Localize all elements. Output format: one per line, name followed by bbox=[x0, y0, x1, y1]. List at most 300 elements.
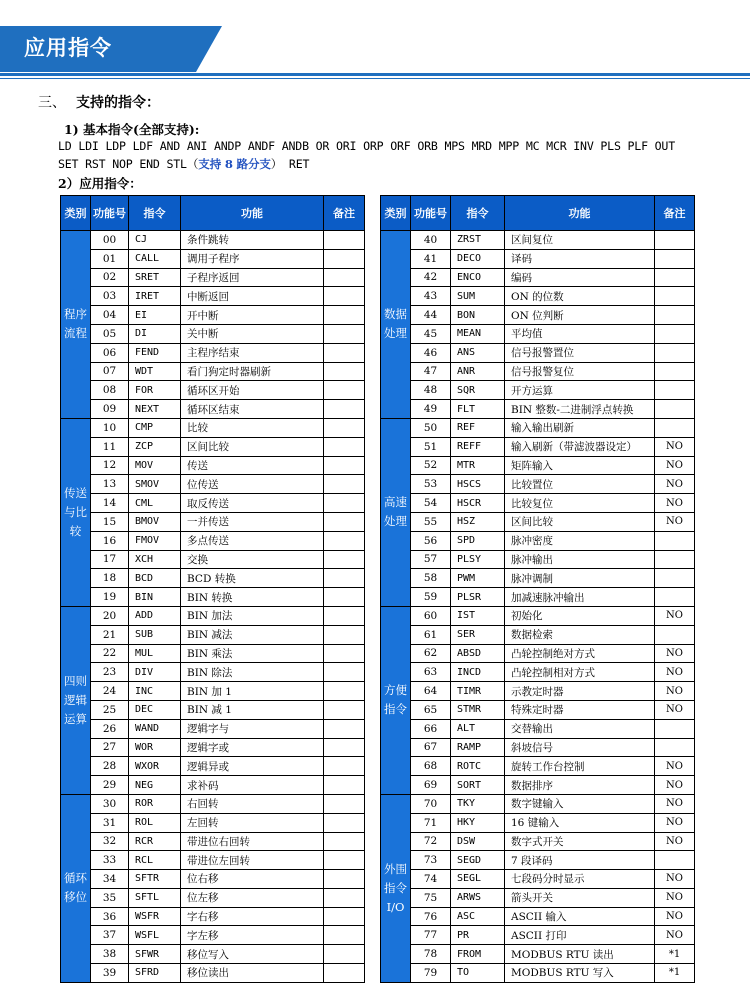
instruction-code-cell: ROL bbox=[129, 813, 181, 832]
func-number-cell: 79 bbox=[411, 964, 451, 983]
func-number-cell: 78 bbox=[411, 945, 451, 964]
func-number-cell: 62 bbox=[411, 644, 451, 663]
note-cell bbox=[324, 738, 365, 757]
func-number-cell: 77 bbox=[411, 926, 451, 945]
instruction-code-cell: EI bbox=[129, 306, 181, 325]
note-cell bbox=[655, 531, 695, 550]
function-desc-cell: 求补码 bbox=[181, 776, 324, 795]
page-title: 应用指令 bbox=[24, 36, 112, 60]
header-category: 类别 bbox=[381, 196, 411, 231]
function-desc-cell: 主程序结束 bbox=[181, 343, 324, 362]
section-number: 三、 bbox=[38, 95, 66, 111]
table-row bbox=[381, 588, 695, 607]
instruction-code-cell: CMP bbox=[129, 418, 181, 437]
func-number-cell: 30 bbox=[91, 794, 129, 813]
function-desc-cell: 开方运算 bbox=[505, 381, 655, 400]
func-number-cell: 64 bbox=[411, 682, 451, 701]
note-cell: NO bbox=[655, 475, 695, 494]
func-number-cell: 53 bbox=[411, 475, 451, 494]
function-desc-cell: ON 的位数 bbox=[505, 287, 655, 306]
func-number-cell: 09 bbox=[91, 400, 129, 419]
note-cell bbox=[655, 287, 695, 306]
table-row bbox=[381, 682, 695, 701]
function-desc-cell: 凸轮控制相对方式 bbox=[505, 663, 655, 682]
instruction-code-cell: ZCP bbox=[129, 437, 181, 456]
func-number-cell: 28 bbox=[91, 757, 129, 776]
instruction-code-cell: WDT bbox=[129, 362, 181, 381]
function-desc-cell: BIN 除法 bbox=[181, 663, 324, 682]
function-desc-cell: 数据排序 bbox=[505, 776, 655, 795]
table-row bbox=[381, 381, 695, 400]
func-number-cell: 38 bbox=[91, 945, 129, 964]
instruction-code-cell: PWM bbox=[451, 569, 505, 588]
note-cell: NO bbox=[655, 888, 695, 907]
table-row bbox=[381, 437, 695, 456]
func-number-cell: 29 bbox=[91, 776, 129, 795]
function-desc-cell: 逻辑字或 bbox=[181, 738, 324, 757]
instruction-code-cell: SEGD bbox=[451, 851, 505, 870]
function-desc-cell: 比较置位 bbox=[505, 475, 655, 494]
note-cell: NO bbox=[655, 794, 695, 813]
instruction-code-cell: DIV bbox=[129, 663, 181, 682]
table-row bbox=[61, 306, 365, 325]
func-number-cell: 72 bbox=[411, 832, 451, 851]
table-row bbox=[381, 738, 695, 757]
func-number-cell: 12 bbox=[91, 456, 129, 475]
func-number-cell: 27 bbox=[91, 738, 129, 757]
function-desc-cell: 位左移 bbox=[181, 888, 324, 907]
func-number-cell: 35 bbox=[91, 888, 129, 907]
table-row bbox=[61, 456, 365, 475]
instruction-table-right bbox=[380, 195, 695, 983]
instruction-code-cell: WXOR bbox=[129, 757, 181, 776]
function-desc-cell: 信号报警复位 bbox=[505, 362, 655, 381]
table-row bbox=[381, 870, 695, 889]
instruction-code-cell: INCD bbox=[451, 663, 505, 682]
function-desc-cell: 字左移 bbox=[181, 926, 324, 945]
table-row bbox=[61, 249, 365, 268]
instruction-code-cell: CML bbox=[129, 494, 181, 513]
func-number-cell: 36 bbox=[91, 907, 129, 926]
function-desc-cell: ASCII 打印 bbox=[505, 926, 655, 945]
instruction-code-cell: DEC bbox=[129, 700, 181, 719]
func-number-cell: 61 bbox=[411, 625, 451, 644]
table-row bbox=[61, 964, 365, 983]
category-cell: 循环移位 bbox=[61, 794, 91, 982]
table-row bbox=[61, 362, 365, 381]
note-cell: NO bbox=[655, 644, 695, 663]
instruction-code-cell: CJ bbox=[129, 231, 181, 250]
function-desc-cell: 比较复位 bbox=[505, 494, 655, 513]
func-number-cell: 13 bbox=[91, 475, 129, 494]
function-desc-cell: 中断返回 bbox=[181, 287, 324, 306]
function-desc-cell: 多点传送 bbox=[181, 531, 324, 550]
table-row bbox=[381, 757, 695, 776]
instruction-code-cell: IST bbox=[451, 606, 505, 625]
basic-line-2-prefix: SET RST NOP END STL（ bbox=[58, 157, 199, 171]
note-cell bbox=[324, 550, 365, 569]
instruction-code-cell: ARWS bbox=[451, 888, 505, 907]
instruction-code-cell: SFTL bbox=[129, 888, 181, 907]
function-desc-cell: 箭头开关 bbox=[505, 888, 655, 907]
func-number-cell: 32 bbox=[91, 832, 129, 851]
category-cell: 程序流程 bbox=[61, 231, 91, 419]
note-cell bbox=[655, 400, 695, 419]
instruction-code-cell: ANR bbox=[451, 362, 505, 381]
note-cell: NO bbox=[655, 512, 695, 531]
note-cell bbox=[655, 268, 695, 287]
basic-line-2 bbox=[58, 155, 708, 173]
table-row bbox=[381, 494, 695, 513]
func-number-cell: 46 bbox=[411, 343, 451, 362]
table-row bbox=[381, 719, 695, 738]
instruction-code-cell: SER bbox=[451, 625, 505, 644]
func-number-cell: 23 bbox=[91, 663, 129, 682]
table-header-row bbox=[381, 196, 695, 231]
func-number-cell: 01 bbox=[91, 249, 129, 268]
header-category: 类别 bbox=[61, 196, 91, 231]
func-number-cell: 67 bbox=[411, 738, 451, 757]
function-desc-cell: 数据检索 bbox=[505, 625, 655, 644]
note-cell: NO bbox=[655, 437, 695, 456]
note-cell bbox=[324, 888, 365, 907]
function-desc-cell: 一并传送 bbox=[181, 512, 324, 531]
table-row bbox=[381, 400, 695, 419]
instruction-code-cell: ROTC bbox=[451, 757, 505, 776]
instruction-code-cell: PR bbox=[451, 926, 505, 945]
instruction-code-cell: FROM bbox=[451, 945, 505, 964]
category-cell: 传送与比较 bbox=[61, 418, 91, 606]
table-row bbox=[381, 832, 695, 851]
note-cell: NO bbox=[655, 926, 695, 945]
note-cell bbox=[324, 682, 365, 701]
function-desc-cell: 循环区结束 bbox=[181, 400, 324, 419]
func-number-cell: 33 bbox=[91, 851, 129, 870]
note-cell bbox=[324, 268, 365, 287]
table-row bbox=[61, 231, 365, 250]
function-desc-cell: 斜坡信号 bbox=[505, 738, 655, 757]
note-cell bbox=[655, 738, 695, 757]
table-row bbox=[61, 494, 365, 513]
function-desc-cell: 看门狗定时器刷新 bbox=[181, 362, 324, 381]
instruction-code-cell: RAMP bbox=[451, 738, 505, 757]
func-number-cell: 45 bbox=[411, 324, 451, 343]
func-number-cell: 66 bbox=[411, 719, 451, 738]
function-desc-cell: MODBUS RTU 写入 bbox=[505, 964, 655, 983]
function-desc-cell: 初始化 bbox=[505, 606, 655, 625]
function-desc-cell: 脉冲输出 bbox=[505, 550, 655, 569]
func-number-cell: 15 bbox=[91, 512, 129, 531]
table-row bbox=[381, 663, 695, 682]
func-number-cell: 00 bbox=[91, 231, 129, 250]
func-number-cell: 26 bbox=[91, 719, 129, 738]
note-cell bbox=[324, 324, 365, 343]
table-row bbox=[61, 663, 365, 682]
func-number-cell: 02 bbox=[91, 268, 129, 287]
table-row bbox=[381, 531, 695, 550]
instruction-code-cell: RCR bbox=[129, 832, 181, 851]
header-rule-thin bbox=[0, 78, 750, 79]
function-desc-cell: 数字式开关 bbox=[505, 832, 655, 851]
instruction-code-cell: SUM bbox=[451, 287, 505, 306]
function-desc-cell: 区间比较 bbox=[181, 437, 324, 456]
note-cell bbox=[324, 813, 365, 832]
func-number-cell: 73 bbox=[411, 851, 451, 870]
instruction-code-cell: NEXT bbox=[129, 400, 181, 419]
function-desc-cell: 逻辑字与 bbox=[181, 719, 324, 738]
table-row bbox=[61, 794, 365, 813]
function-desc-cell: MODBUS RTU 读出 bbox=[505, 945, 655, 964]
func-number-cell: 14 bbox=[91, 494, 129, 513]
table-row bbox=[61, 926, 365, 945]
function-desc-cell: 编码 bbox=[505, 268, 655, 287]
func-number-cell: 50 bbox=[411, 418, 451, 437]
note-cell: *1 bbox=[655, 945, 695, 964]
table-row bbox=[381, 851, 695, 870]
header-note: 备注 bbox=[324, 196, 365, 231]
instruction-code-cell: TO bbox=[451, 964, 505, 983]
function-desc-cell: 特殊定时器 bbox=[505, 700, 655, 719]
func-number-cell: 21 bbox=[91, 625, 129, 644]
note-cell bbox=[324, 794, 365, 813]
function-desc-cell: 译码 bbox=[505, 249, 655, 268]
instruction-code-cell: BIN bbox=[129, 588, 181, 607]
branch-support-note: 支持 8 路分支 bbox=[198, 157, 271, 171]
instruction-code-cell: INC bbox=[129, 682, 181, 701]
instruction-code-cell: HSCR bbox=[451, 494, 505, 513]
instruction-code-cell: HKY bbox=[451, 813, 505, 832]
func-number-cell: 48 bbox=[411, 381, 451, 400]
header-function: 功能 bbox=[181, 196, 324, 231]
function-desc-cell: BCD 转换 bbox=[181, 569, 324, 588]
instruction-code-cell: CALL bbox=[129, 249, 181, 268]
applied-heading: 2）应用指令： bbox=[58, 176, 142, 191]
instruction-code-cell: PLSR bbox=[451, 588, 505, 607]
note-cell bbox=[655, 362, 695, 381]
function-desc-cell: 七段码分时显示 bbox=[505, 870, 655, 889]
note-cell bbox=[324, 381, 365, 400]
table-row bbox=[381, 475, 695, 494]
table-row bbox=[381, 324, 695, 343]
instruction-code-cell: BCD bbox=[129, 569, 181, 588]
func-number-cell: 57 bbox=[411, 550, 451, 569]
function-desc-cell: 数字键输入 bbox=[505, 794, 655, 813]
function-desc-cell: 开中断 bbox=[181, 306, 324, 325]
function-desc-cell: 位传送 bbox=[181, 475, 324, 494]
instruction-code-cell: SFTR bbox=[129, 870, 181, 889]
instruction-code-cell: ALT bbox=[451, 719, 505, 738]
instruction-code-cell: WSFL bbox=[129, 926, 181, 945]
header-func-no: 功能号 bbox=[91, 196, 129, 231]
func-number-cell: 65 bbox=[411, 700, 451, 719]
instruction-code-cell: PLSY bbox=[451, 550, 505, 569]
instruction-code-cell: DECO bbox=[451, 249, 505, 268]
instruction-code-cell: ROR bbox=[129, 794, 181, 813]
func-number-cell: 11 bbox=[91, 437, 129, 456]
table-row bbox=[61, 343, 365, 362]
note-cell bbox=[655, 851, 695, 870]
function-desc-cell: 脉冲密度 bbox=[505, 531, 655, 550]
table-row bbox=[381, 945, 695, 964]
note-cell bbox=[324, 776, 365, 795]
note-cell bbox=[324, 437, 365, 456]
table-row bbox=[381, 700, 695, 719]
table-row bbox=[61, 888, 365, 907]
table-row bbox=[381, 776, 695, 795]
header-instruction: 指令 bbox=[451, 196, 505, 231]
table-row bbox=[61, 870, 365, 889]
func-number-cell: 06 bbox=[91, 343, 129, 362]
func-number-cell: 31 bbox=[91, 813, 129, 832]
table-row bbox=[381, 456, 695, 475]
basic-line-2-suffix: ） RET bbox=[270, 157, 310, 171]
note-cell: NO bbox=[655, 682, 695, 701]
table-row bbox=[61, 569, 365, 588]
table-row bbox=[61, 907, 365, 926]
func-number-cell: 16 bbox=[91, 531, 129, 550]
table-row bbox=[61, 381, 365, 400]
table-row bbox=[61, 776, 365, 795]
note-cell bbox=[324, 907, 365, 926]
header-instruction: 指令 bbox=[129, 196, 181, 231]
function-desc-cell: BIN 减 1 bbox=[181, 700, 324, 719]
note-cell: NO bbox=[655, 776, 695, 795]
function-desc-cell: 脉冲调制 bbox=[505, 569, 655, 588]
category-cell: 高速处理 bbox=[381, 418, 411, 606]
table-row bbox=[61, 268, 365, 287]
instruction-code-cell: ABSD bbox=[451, 644, 505, 663]
table-row bbox=[61, 531, 365, 550]
func-number-cell: 25 bbox=[91, 700, 129, 719]
function-desc-cell: 调用子程序 bbox=[181, 249, 324, 268]
note-cell bbox=[324, 588, 365, 607]
table-row bbox=[61, 418, 365, 437]
instruction-code-cell: NEG bbox=[129, 776, 181, 795]
note-cell bbox=[324, 362, 365, 381]
section-heading bbox=[38, 92, 160, 112]
function-desc-cell: BIN 减法 bbox=[181, 625, 324, 644]
section-title: 支持的指令： bbox=[76, 95, 160, 111]
instruction-code-cell: STMR bbox=[451, 700, 505, 719]
note-cell bbox=[324, 231, 365, 250]
function-desc-cell: BIN 转换 bbox=[181, 588, 324, 607]
note-cell bbox=[655, 231, 695, 250]
func-number-cell: 34 bbox=[91, 870, 129, 889]
function-desc-cell: 右回转 bbox=[181, 794, 324, 813]
func-number-cell: 03 bbox=[91, 287, 129, 306]
function-desc-cell: ON 位判断 bbox=[505, 306, 655, 325]
function-desc-cell: 条件跳转 bbox=[181, 231, 324, 250]
function-desc-cell: 信号报警置位 bbox=[505, 343, 655, 362]
note-cell bbox=[324, 512, 365, 531]
instruction-code-cell: TIMR bbox=[451, 682, 505, 701]
table-row bbox=[61, 512, 365, 531]
note-cell bbox=[655, 381, 695, 400]
table-row bbox=[61, 719, 365, 738]
instruction-code-cell: SQR bbox=[451, 381, 505, 400]
note-cell bbox=[324, 832, 365, 851]
table-row bbox=[61, 813, 365, 832]
function-desc-cell: 比较 bbox=[181, 418, 324, 437]
table-row bbox=[381, 512, 695, 531]
table-header-row bbox=[61, 196, 365, 231]
instruction-code-cell: DSW bbox=[451, 832, 505, 851]
instruction-code-cell: SEGL bbox=[451, 870, 505, 889]
func-number-cell: 18 bbox=[91, 569, 129, 588]
func-number-cell: 07 bbox=[91, 362, 129, 381]
instruction-code-cell: ASC bbox=[451, 907, 505, 926]
function-desc-cell: 带进位左回转 bbox=[181, 851, 324, 870]
instruction-code-cell: FEND bbox=[129, 343, 181, 362]
func-number-cell: 51 bbox=[411, 437, 451, 456]
note-cell bbox=[655, 719, 695, 738]
func-number-cell: 63 bbox=[411, 663, 451, 682]
instruction-code-cell: ENCO bbox=[451, 268, 505, 287]
func-number-cell: 47 bbox=[411, 362, 451, 381]
function-desc-cell: 区间复位 bbox=[505, 231, 655, 250]
table-row bbox=[381, 888, 695, 907]
func-number-cell: 40 bbox=[411, 231, 451, 250]
note-cell bbox=[324, 569, 365, 588]
note-cell bbox=[324, 531, 365, 550]
note-cell bbox=[324, 757, 365, 776]
func-number-cell: 49 bbox=[411, 400, 451, 419]
table-row bbox=[381, 231, 695, 250]
instruction-code-cell: SMOV bbox=[129, 475, 181, 494]
function-desc-cell: 凸轮控制绝对方式 bbox=[505, 644, 655, 663]
instruction-code-cell: SFWR bbox=[129, 945, 181, 964]
function-desc-cell: 旋转工作台控制 bbox=[505, 757, 655, 776]
note-cell: NO bbox=[655, 813, 695, 832]
table-row bbox=[381, 794, 695, 813]
function-desc-cell: 加减速脉冲输出 bbox=[505, 588, 655, 607]
table-row bbox=[61, 644, 365, 663]
note-cell: *1 bbox=[655, 964, 695, 983]
instruction-code-cell: REF bbox=[451, 418, 505, 437]
table-row bbox=[61, 757, 365, 776]
table-row bbox=[381, 606, 695, 625]
func-number-cell: 17 bbox=[91, 550, 129, 569]
table-row bbox=[381, 907, 695, 926]
note-cell bbox=[655, 249, 695, 268]
note-cell: NO bbox=[655, 700, 695, 719]
function-desc-cell: 关中断 bbox=[181, 324, 324, 343]
note-cell: NO bbox=[655, 832, 695, 851]
category-cell: 四则逻辑运算 bbox=[61, 606, 91, 794]
function-desc-cell: 输入输出刷新 bbox=[505, 418, 655, 437]
func-number-cell: 20 bbox=[91, 606, 129, 625]
table-row bbox=[381, 287, 695, 306]
func-number-cell: 05 bbox=[91, 324, 129, 343]
instruction-code-cell: HSZ bbox=[451, 512, 505, 531]
func-number-cell: 52 bbox=[411, 456, 451, 475]
table-row bbox=[61, 738, 365, 757]
note-cell bbox=[324, 625, 365, 644]
func-number-cell: 19 bbox=[91, 588, 129, 607]
note-cell bbox=[324, 964, 365, 983]
function-desc-cell: 示教定时器 bbox=[505, 682, 655, 701]
func-number-cell: 58 bbox=[411, 569, 451, 588]
func-number-cell: 60 bbox=[411, 606, 451, 625]
note-cell bbox=[655, 306, 695, 325]
table-row bbox=[61, 588, 365, 607]
note-cell bbox=[655, 343, 695, 362]
instruction-code-cell: REFF bbox=[451, 437, 505, 456]
instruction-code-cell: TKY bbox=[451, 794, 505, 813]
instruction-code-cell: MTR bbox=[451, 456, 505, 475]
instruction-code-cell: HSCS bbox=[451, 475, 505, 494]
note-cell bbox=[324, 494, 365, 513]
